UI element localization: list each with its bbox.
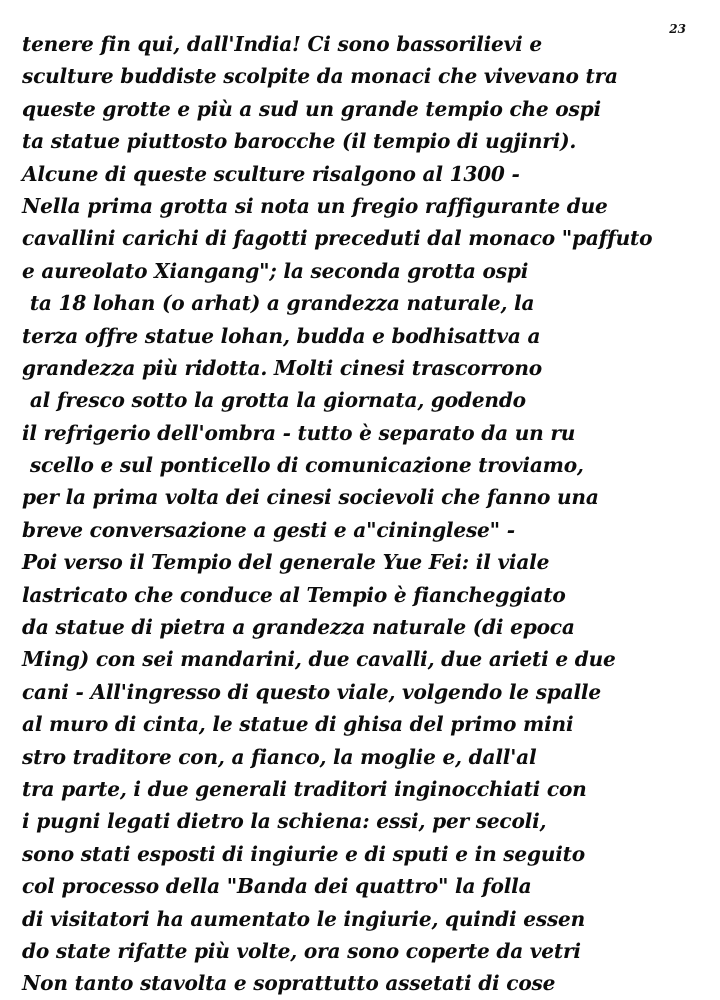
text-line: di visitatori ha aumentato le ingiurie, quindi essen	[22, 906, 586, 931]
text-line: al muro di cinta, le statue di ghisa del primo mini	[22, 712, 574, 737]
text-line: do state rifatte più volte, ora sono coperte da vetri	[22, 938, 581, 963]
text-line: ta statue piuttosto barocche (il tempio di ugjinri).	[22, 129, 577, 154]
text-line: da statue di pietra a grandezza naturale (di epoca	[22, 615, 575, 640]
text-line: col processo della "Banda dei quattro" la folla	[22, 874, 532, 899]
text-line: tenere fin qui, dall'India! Ci sono bassorilievi e	[22, 32, 542, 56]
text-line: lastricato che conduce al Tempio è fiancheggiato	[22, 582, 566, 607]
text-line: Non tanto stavolta e soprattutto assetati di cose	[22, 971, 556, 996]
text-line: tra parte, i due generali traditori inginocchiati con	[22, 776, 587, 801]
text-line: Poi verso il Tempio del generale Yue Fei: il viale	[22, 550, 550, 575]
text-line: grandezza più ridotta. Molti cinesi trascorrono	[22, 355, 542, 380]
text-line: sculture buddiste scolpite da monaci che vivevano tra	[22, 64, 618, 89]
text-line: queste grotte e più a sud un grande tempio che ospi	[22, 96, 601, 121]
text-line: cavallini carichi di fagotti preceduti dal monaco "paffuto	[22, 226, 653, 251]
page-number: 23	[669, 22, 686, 36]
text-line: terza offre statue lohan, budda e bodhisattva a	[22, 323, 541, 348]
text-line: il refrigerio dell'ombra - tutto è separato da un ru	[22, 420, 576, 445]
text-line: breve conversazione a gesti e a"cininglese" -	[22, 517, 515, 542]
handwritten-text-body	[22, 28, 712, 1000]
text-line: sono stati esposti di ingiurie e di sputi e in seguito	[22, 841, 585, 866]
text-line: Nella prima grotta si nota un fregio raffigurante due	[22, 193, 608, 218]
text-line: al fresco sotto la grotta la giornata, godendo	[29, 388, 526, 413]
text-line: ta 18 lohan (o arhat) a grandezza naturale, la	[29, 291, 535, 316]
text-line: i pugni legati dietro la schiena: essi, per secoli,	[22, 809, 547, 834]
text-line: Alcune di queste sculture risalgono al 1300 -	[22, 161, 520, 186]
text-line: scello e sul ponticello di comunicazione troviamo,	[29, 453, 584, 478]
text-line: Ming) con sei mandarini, due cavalli, due arieti e due	[22, 647, 616, 672]
text-line: cani - All'ingresso di questo viale, volgendo le spalle	[22, 679, 601, 704]
text-line: e aureolato Xiangang"; la seconda grotta ospi	[22, 258, 529, 283]
text-line: per la prima volta dei cinesi socievoli che fanno una	[22, 485, 599, 510]
text-line: stro traditore con, a fianco, la moglie e, dall'al	[22, 744, 537, 769]
